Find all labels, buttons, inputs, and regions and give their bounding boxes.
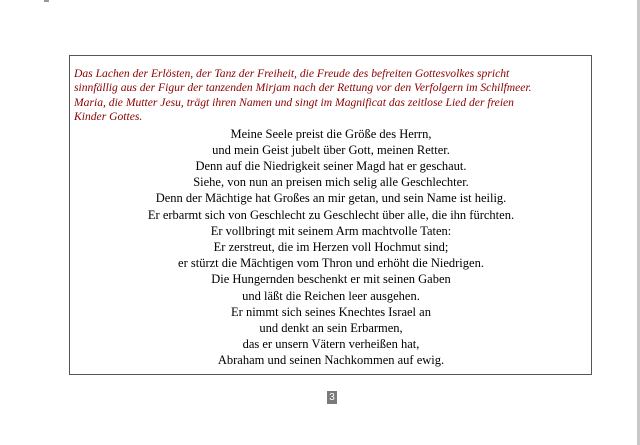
hymn-line: und denkt an sein Erbarmen,	[259, 321, 403, 336]
intro-line: Kinder Gottes.	[74, 110, 143, 124]
hymn-line: Die Hungernden beschenkt er mit seinen Gaben	[211, 272, 451, 287]
hymn-line: Denn auf die Niedrigkeit seiner Magd hat er geschaut.	[195, 159, 467, 174]
corner-mark	[44, 0, 49, 2]
hymn-line: Er vollbringt mit seinem Arm machtvolle Taten:	[210, 223, 452, 238]
hymn-line: Abraham und seinen Nachkommen auf ewig.	[217, 353, 445, 368]
hymn-line: Er erbarmt sich von Geschlecht zu Geschlecht über alle, die ihn fürchten.	[147, 207, 515, 222]
page-number[interactable]: 3	[327, 391, 337, 404]
hymn-line: Er zerstreut, die im Herzen voll Hochmut sind;	[213, 240, 449, 255]
intro-line: Das Lachen der Erlösten, der Tanz der Freiheit, die Freude des befreiten Gottesvolkes spricht	[74, 67, 510, 80]
intro-line: sinnfällig aus der Figur der tanzenden Mirjam nach der Rettung vor den Verfolgern im Schilfmeer.	[74, 81, 532, 95]
magnificat-text	[74, 126, 588, 369]
hymn-line: und mein Geist jubelt über Gott, meinen Retter.	[212, 142, 450, 157]
hymn-line: er stürzt die Mächtigen vom Thron und erhöht die Niedrigen.	[178, 256, 484, 271]
intro-paragraph	[74, 67, 588, 125]
hymn-line: Meine Seele preist die Größe des Herrn,	[230, 126, 432, 141]
intro-line: Maria, die Mutter Jesu, trägt ihren Namen und singt im Magnificat das zeitlose Lied der freien	[74, 95, 514, 109]
hymn-line: Denn der Mächtige hat Großes an mir getan, und sein Name ist heilig.	[155, 191, 507, 206]
hymn-line: Er nimmt sich seines Knechtes Israel an	[231, 304, 431, 319]
hymn-line: Siehe, von nun an preisen mich selig alle Geschlechter.	[193, 175, 469, 190]
hymn-line: das er unsern Vätern verheißen hat,	[242, 337, 420, 352]
hymn-line: und läßt die Reichen leer ausgehen.	[242, 288, 420, 303]
text-box	[69, 55, 592, 375]
